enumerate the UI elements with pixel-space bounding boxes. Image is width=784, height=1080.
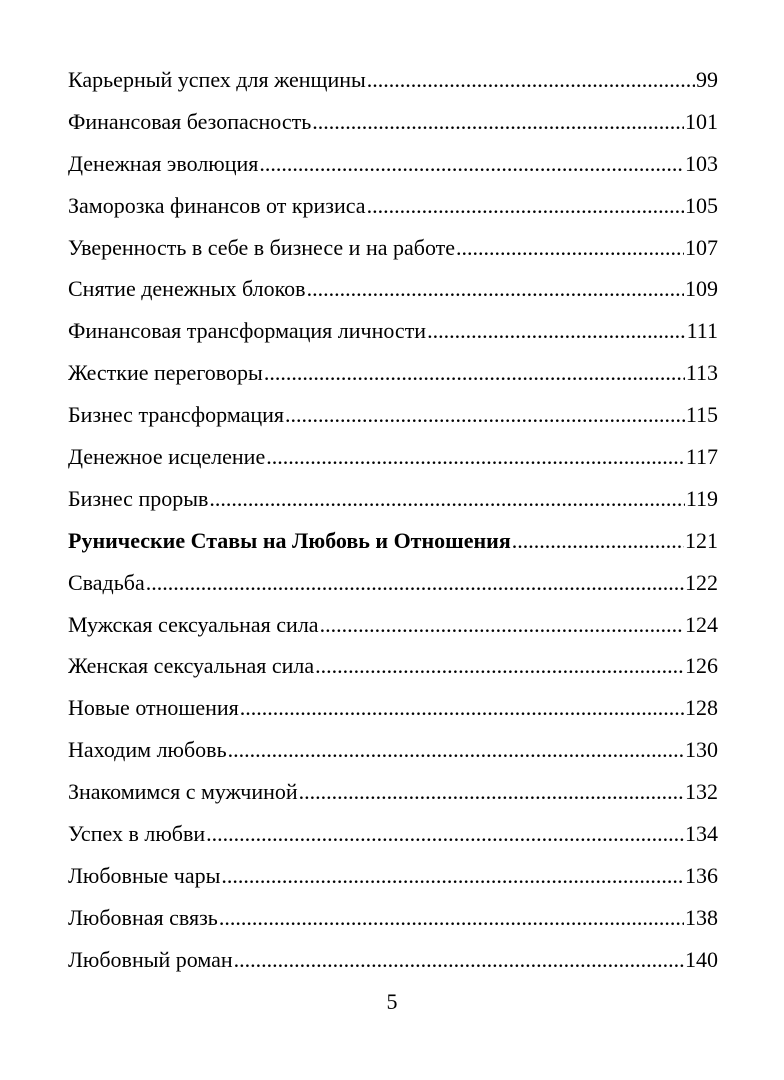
toc-dot-leader: [427, 310, 686, 352]
toc-entry: [68, 771, 718, 813]
toc-entry-page: 111: [686, 318, 718, 344]
toc-entry: [68, 855, 718, 897]
toc-entry: [68, 185, 718, 227]
toc-entry-page: 119: [685, 485, 718, 511]
toc-entry-page: 136: [685, 862, 718, 888]
toc-entry: [68, 813, 718, 855]
toc-entry-page: 109: [685, 276, 718, 302]
toc-section-heading: [68, 520, 718, 562]
toc-dot-leader: [367, 59, 695, 101]
toc-entry-title: Любовный роман: [68, 946, 233, 972]
toc-dot-leader: [312, 101, 684, 143]
toc-entry-page: 140: [685, 946, 718, 972]
toc-entry-page: 126: [685, 653, 718, 679]
toc-dot-leader: [221, 855, 684, 897]
toc-entry: [68, 268, 718, 310]
toc-entry-title: Денежная эволюция: [68, 150, 259, 176]
toc-entry-title: Рунические Ставы на Любовь и Отношения: [68, 527, 511, 553]
toc-entry-title: Финансовая трансформация личности: [68, 318, 427, 344]
toc-entry: [68, 604, 718, 646]
toc-dot-leader: [307, 268, 684, 310]
toc-dot-leader: [285, 394, 685, 436]
toc-entry-title: Бизнес прорыв: [68, 485, 209, 511]
toc-entry-page: 138: [685, 904, 718, 930]
toc-entry-page: 121: [685, 527, 718, 553]
toc-entry-page: 113: [685, 360, 718, 386]
toc-entry-title: Заморозка финансов от кризиса: [68, 192, 366, 218]
table-of-contents: [68, 59, 718, 981]
toc-dot-leader: [266, 436, 685, 478]
toc-entry-page: 130: [685, 737, 718, 763]
toc-entry-title: Уверенность в себе в бизнесе и на работе: [68, 234, 456, 260]
toc-dot-leader: [259, 143, 684, 185]
toc-dot-leader: [264, 352, 685, 394]
toc-dot-leader: [456, 227, 684, 269]
toc-entry: [68, 645, 718, 687]
toc-dot-leader: [146, 562, 684, 604]
toc-dot-leader: [299, 771, 684, 813]
toc-dot-leader: [315, 645, 684, 687]
toc-entry-page: 105: [685, 192, 718, 218]
toc-entry: [68, 310, 718, 352]
toc-entry-title: Знакомимся с мужчиной: [68, 779, 298, 805]
toc-entry-title: Снятие денежных блоков: [68, 276, 306, 302]
toc-entry: [68, 562, 718, 604]
toc-entry: [68, 687, 718, 729]
toc-entry: [68, 227, 718, 269]
toc-entry-page: 122: [685, 569, 718, 595]
toc-dot-leader: [209, 478, 684, 520]
toc-entry-page: 107: [685, 234, 718, 260]
toc-entry-title: Новые отношения: [68, 695, 239, 721]
toc-dot-leader: [234, 939, 684, 981]
toc-entry-title: Бизнес трансформация: [68, 402, 285, 428]
toc-entry-title: Жесткие переговоры: [68, 360, 263, 386]
toc-entry-title: Финансовая безопасность: [68, 108, 312, 134]
toc-entry-title: Находим любовь: [68, 737, 227, 763]
toc-entry-title: Женская сексуальная сила: [68, 653, 315, 679]
toc-entry-title: Карьерный успех для женщины: [68, 67, 366, 92]
toc-entry: [68, 436, 718, 478]
toc-dot-leader: [512, 520, 684, 562]
toc-entry-page: 99: [696, 67, 718, 92]
toc-entry-page: 115: [685, 402, 718, 428]
toc-entry: [68, 101, 718, 143]
toc-entry-page: 132: [685, 779, 718, 805]
toc-entry: [68, 478, 718, 520]
toc-dot-leader: [367, 185, 684, 227]
toc-entry-page: 101: [685, 108, 718, 134]
toc-entry-page: 128: [685, 695, 718, 721]
toc-entry: [68, 143, 718, 185]
toc-entry-page: 103: [685, 150, 718, 176]
toc-entry-page: 117: [685, 444, 718, 470]
toc-dot-leader: [320, 604, 684, 646]
toc-dot-leader: [206, 813, 684, 855]
toc-entry-page: 134: [685, 821, 718, 847]
toc-entry-title: Успех в любви: [68, 821, 206, 847]
toc-entry-title: Мужская сексуальная сила: [68, 611, 319, 637]
toc-entry: [68, 897, 718, 939]
page-number: 5: [386, 989, 398, 1014]
toc-entry-title: Свадьба: [68, 569, 145, 595]
toc-entry: [68, 394, 718, 436]
toc-entry-title: Любовная связь: [68, 904, 218, 930]
toc-entry: [68, 59, 718, 101]
toc-entry: [68, 729, 718, 771]
toc-entry-title: Денежное исцеление: [68, 444, 266, 470]
toc-entry: [68, 352, 718, 394]
toc-dot-leader: [240, 687, 684, 729]
toc-entry: [68, 939, 718, 981]
toc-dot-leader: [228, 729, 684, 771]
toc-entry-title: Любовные чары: [68, 862, 221, 888]
toc-dot-leader: [219, 897, 684, 939]
toc-entry-page: 124: [685, 611, 718, 637]
